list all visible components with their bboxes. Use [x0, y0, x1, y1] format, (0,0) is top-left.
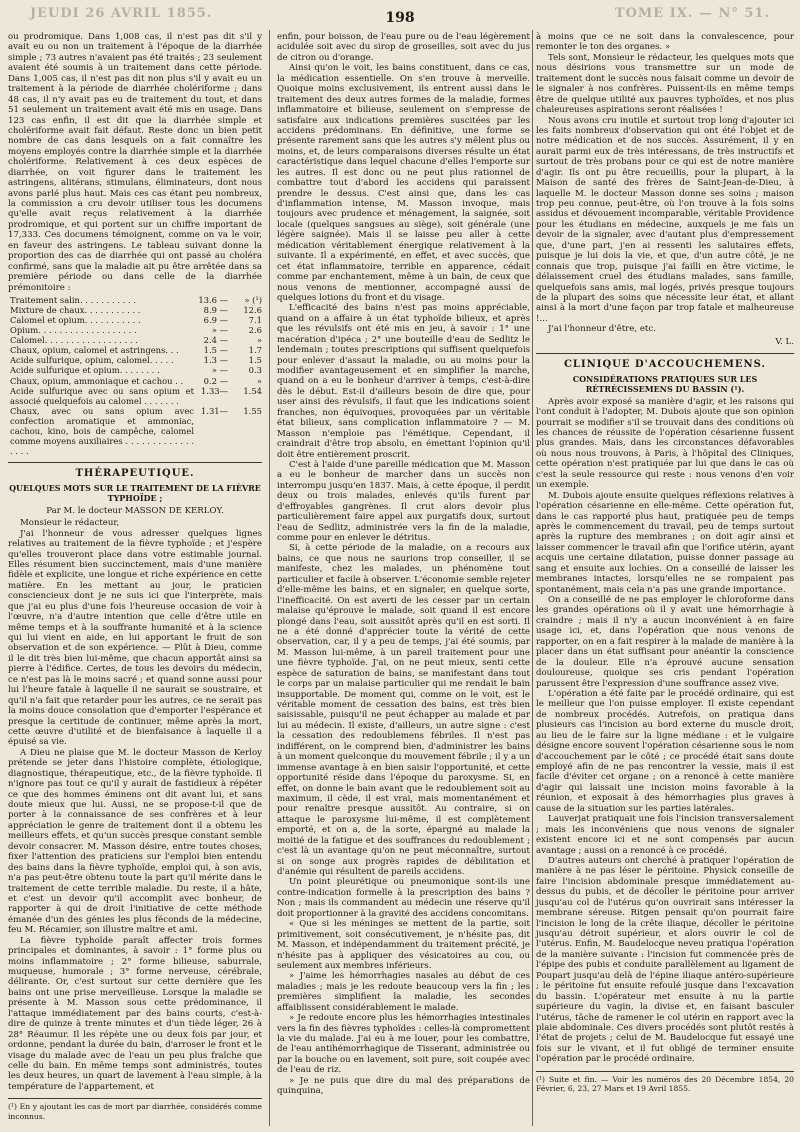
rate-cell-1: 1.3 — — [203, 355, 228, 366]
article-subhead: CONSIDÉRATIONS PRATIQUES SUR LES RÉTRÉCISSEMENS DU BASSIN (¹). — [572, 374, 758, 394]
treatment-name-cell: Acide sulfurique, opium, calomel. . . . . — [10, 355, 174, 366]
article-byline: Par M. le docteur MASSON DE KERLOY. — [46, 505, 224, 516]
paragraph: Un point pleurétique ou pneumonique sont-ils une contre-indication formelle à la prescription des bains ? Non ; mais ils commandent au médecin une réserve qu'il doit proportionner à la gravité des accidens concomitans. — [277, 877, 530, 919]
treatment-name-cell: Traitement salin. . . . . . . . . . . — [10, 294, 136, 305]
paragraph: Ainsi qu'on le voit, les bains constituent, dans ce cas, la médication essentielle. On s'en trouve à merveille. Quoique moins exclusivement, ils entrent aussi dans le traitement des deux autres formes de la maladie, formes inflammatoire et bilieuse, seulement on s'empresse de satisfaire aux indications premières suscitées par les accidens prédominans. En définitive, une forme se présente rarement sans que les autres s'y mêlent plus ou moins, et, de leurs comparaisons diverses résulte un état caractéristique dans lequel chacune d'elles l'emporte sur les autres. Il est donc ou ne peut plus rationnel de combattre tout d'abord les accidens qui paraissent prendre le dessus. C'est ainsi que, dans les cas d'inflammation intense, M. Masson invoque, mais toujours avec prudence et ménagement, la saignée, soit locale (quelques sangsues au siège), soit générale (une légère saignée). Mais il se laisse peu aller à cette médication véritablement énergique relativement à la suivante. Il a expérimenté, en effet, et avec succès, que cet état inflammatoire, terrible en apparence, cédait comme par enchantement, même à un bain, de ceux que nous venons de mentionner, accompagné aussi de quelques lotions du front et du visage. — [277, 63, 530, 303]
section-title-therapeutique: THÉRAPEUTIQUE. — [75, 468, 195, 480]
treatment-name-cell: Calomel. . . . . . . . . . . . . . . . . . — [10, 335, 138, 346]
rate-cell-2: 1.54 — [243, 385, 262, 396]
section-title-clinique: CLINIQUE D'ACCOUCHEMENS. — [563, 359, 767, 371]
bleed-through-date: JEUDI 26 AVRIL 1855. — [30, 6, 213, 21]
page-header — [0, 0, 800, 34]
rate-cell-1: 1.33— — [200, 385, 228, 396]
rate-cell-2: 0.3 — [248, 365, 262, 376]
treatment-name-cell: Opium. . . . . . . . . . . . . . . . . . . — [10, 325, 137, 336]
rate-cell-1: 13.6 — — [198, 294, 228, 305]
rate-cell-2: 1.55 — [243, 405, 262, 416]
divider — [8, 462, 262, 463]
rate-cell-2: 7.1 — [248, 315, 262, 326]
paragraph: Lauverjat pratiquait une fois l'incision transversalement ; mais les inconvéniens que nous venons de signaler existent encore ici et ne sont compensés par aucun avantage ; aussi on a renoncé à ce procédé. — [536, 814, 794, 856]
table-row — [8, 376, 262, 386]
quote-paragraph: « Que si les méninges se mettent de la partie, soit primitivement, soit consécutivement, je n'hésite pas, dit M. Masson, et indépendamment du traitement précité, je n'hésite pas à appliquer des vésicatoires au cou, ou seulement aux membres inférieurs. — [277, 919, 530, 971]
rate-cell-1: 1.31— — [200, 405, 228, 416]
table-row — [8, 335, 262, 345]
table-row — [8, 325, 262, 335]
treatment-name-cell: Acide sulfurique et opium. . . . . . . . — [10, 365, 160, 376]
paragraph: Si, à cette période de la maladie, on a recours aux bains, ce que nous ne saurions trop conseiller, il se manifeste, chez les malades, un phénomène tout particulier et facile à observer. L'économie semble rejeter d'elle-même les bains, et en signaler, en quelque sorte, l'inefficacité. On est averti de les cesser par un certain malaise qu'éprouve le malade, soit quand il est encore plongé dans l'eau, soit aussitôt après qu'il en est sorti. Il ne a été donné d'apprécier toute la vérité de cette observation, car, il y a peu de temps, j'ai été soumis, par M. Masson lui-même, à un pareil traitement pour une une fièvre typhoïde. J'ai, on ne peut mieux, senti cette espèce de saturation de bains, se manifestant dans tout le corps par un malaise particulier qui me rendait le bain insupportable. De moment qui, comme on le voit, est le véritable moment de cessation des bains, est très bien saisissable, puisqu'il ne peut échapper au malade et par lui au médecin. Il existe, d'ailleurs, un autre signe : c'est la cessation des redoublemens fébriles. Il n'est pas indifférent, on le comprend bien, d'administrer les bains à un moment quelconque du mouvement fébrile ; il y a un immense avantage à en bien saisir l'opportunité, et cette opportunité réside dans l'époque du paroxysme. Si, en effet, on donne le bain avant que le redoublement soit au maximum, il cède, il est vrai, mais momentanément et pour renaître presque aussitôt. Au contraire, si on attaque le paroxysme lui-même, il est complètement emporté, et on a, de la sorte, épargné au malade la moitié de la fatigue et des souffrances du redoublement ; c'est là un avantage qu'on ne peut méconnaître, surtout si on songe aux progrès rapides de débilitation et d'anémie qui résultent de pareils accidens. — [277, 543, 530, 877]
treatment-name-cell: Acide sulfurique avec ou sans opium et associé quelquefois au calomel . . . . . . . — [10, 385, 194, 406]
paragraph: La fièvre typhoïde paraît affecter trois formes principales et dominantes, à savoir : 1° forme plus ou moins inflammatoire ; 2° forme bilieuse, saburrale, muqueuse, humorale ; 3° forme nerveuse, cérébrale, délirante. Or, c'est surtout sur cette dernière que les bains ont une prise merveilleuse. Lorsque la maladie se présente à M. Masson sous cette prédominance, il l'attaque immédiatement par des bains courts, c'est-à-dire de quinze à trente minutes et d'un tiède léger, 26 à 28° Réaumur. Il les répète une ou deux fois par jour, et ordonne, pendant la durée du bain, d'arroser le front et le visage du malade avec de l'eau un peu plus fraîche que celle du bain. En même temps sont administrés, toutes les deux heures, un quart de lavement à l'eau simple, à la température de l'appartement, et — [8, 935, 262, 1092]
paragraph: enfin, pour boisson, de l'eau pure ou de l'eau légèrement acidulée soit avec du sirop de groseilles, soit avec du jus de citron ou d'orange. — [277, 32, 530, 63]
rate-cell-1: 2.4 — — [203, 335, 228, 346]
paragraph: L'opération a été faite par le procédé ordinaire, qui est le meilleur que l'on puisse employer. Il existe cependant de nombreux procédés. Autrefois, on pratiqua dans plusieurs cas l'incision au bord externe du muscle droit, au lieu de le faire sur la ligne médiane : et le vulgaire désigne encore souvent l'opération césarienne sous le nom d'accouchement par le côté ; ce procédé était sans doute employé afin de ne pas rencontrer la vessie, mais il est facile d'éviter cet organe ; on a renoncé à cette manière d'agir qui laissait une incision moins favorable à la réunion, et exposait à des hémorrhagies plus graves à cause de la situation sur les parties latérales. — [536, 688, 794, 814]
rate-cell-2: » — [256, 375, 262, 386]
rate-cell-1: 1.5 — — [203, 345, 228, 356]
paragraph: On a conseillé de ne pas employer le chloroforme dans les grandes opérations où il y avait une hémorrhagie à craindre ; mais il n'y a aucun inconvénient à en faire usage ici, et, dans l'opération que nous venons de rapporter, on en a fait respirer à la malade de manière à la placer dans un état suffisant pour anéantir la conscience de la douleur. Elle n'a éprouvé aucune sensation douloureuse, quoique ses cris pendant l'opération parussent être l'expression d'une souffrance assez vive. — [536, 595, 794, 689]
column-rule-2 — [532, 30, 533, 1126]
paragraph: à moins que ce ne soit dans la convalescence, pour remonter le ton des organes. » — [536, 32, 794, 53]
footnote: (¹) Suite et fin. — Voir les numéros des 20 Décembre 1854, 20 Février, 6, 23, 27 Mars et 19 Avril 1855. — [536, 1071, 794, 1094]
treatment-name-cell: Chaux, avec ou sans opium avec confection aromatique et ammoniac, cachou, kino, bois de campêche, calomel comme moyens auxiliaires . . . . . . . . . . . . . . . . . — [10, 405, 194, 457]
treatment-name-cell: Mixture de chaux. . . . . . . . . . . — [10, 305, 141, 316]
column-1 — [8, 32, 262, 1121]
paragraph: C'est à l'aide d'une pareille médication que M. Masson a eu le bonheur de marcher dans un succès non interrompu jusqu'en 1837. Mais, à cette époque, il perdit deux ou trois malades, enlevés qu'ils furent par d'effroyables gangrènes. Il crut alors devoir plus particulièrement faire appel aux purgatifs doux, surtout l'eau de Sedlitz, administrée vers la fin de la maladie, comme pour en enlever le détritus. — [277, 459, 530, 543]
rate-cell-1: » — — [211, 325, 228, 336]
paragraph: L'efficacité des bains n'est pas moins appréciable, quand on a affaire à un état typhoïde bilieux, et après que les révulsifs ont été mis en jeu, à savoir : 1° une macération d'ipéca ; 2° une bouteille d'eau de Sedlitz le lendemain ; toutes prescriptions qui suffisent quelquefois pour enlever d'assaut la maladie, ou au moins pour la modifier avantageusement et en simplifier la marche, quand on a eu le bonheur d'arriver à temps, c'est-à-dire dès le début. Est-il d'ailleurs besoin de dire que, pour user ainsi des révulsifs, il faut que les indications soient franches, non équivoques, provoquées par un véritable état bilieux, sans complication inflammatoire ? — M. Masson n'emploie pas l'émétique. Cependant, il craindrait d'être trop absolu, en émettant l'opinion qu'il doit être entièrement proscrit. — [277, 303, 530, 460]
treatment-table — [8, 295, 262, 456]
article-subhead: QUELQUES MOTS SUR LE TRAITEMENT DE LA FIÈVRE TYPHOÏDE ; — [9, 483, 261, 504]
rate-cell-2: » — [256, 335, 262, 346]
divider — [536, 353, 794, 354]
quote-paragraph: » Je ne puis que dire du mal des préparations de quinquina, — [277, 1075, 530, 1097]
rate-cell-2: 12.6 — [243, 305, 262, 316]
paragraph: A Dieu ne plaise que M. le docteur Masson de Kerloy prétende se jeter dans l'histoire complète, étiologique, diagnostique, thérapeutique, etc., de la fièvre typhoïde. Il n'ignore pas tout ce qu'il y aurait de fastidieux à répéter ce que des hommes éminens ont dit avant lui, et sans doute mieux que lui. Aussi, ne se propose-t-il que de porter à la connaissance de ses confrères et à leur appréciation le genre de traitement dont il a obtenu les meilleurs effets, et qu'un succès presque constant semble devoir consacrer. M. Masson désire, entre toutes choses, fixer l'attention des praticiens sur l'emploi bien entendu des bains dans la fièvre typhoïde, emploi qui, à son avis, n'a pas peut-être obtenu toute la part qu'il mérite dans le traitement de cette terrible maladie. Du reste, il a hâte, et c'est un devoir qu'il accomplit avec bonheur, de rapporter à qui de droit l'initiative de cette méthode émanée d'un des génies les plus féconds de la médecine, feu M. Récamier, son illustre maître et ami. — [8, 747, 262, 936]
column-2 — [277, 32, 530, 1097]
table-row — [8, 355, 262, 365]
paragraph: J'ai l'honneur de vous adresser quelques lignes relatives au traitement de la fièvre typhoïde ; et j'espère qu'elles trouveront place dans votre estimable journal. Elles résument bien succinctement, mais d'une manière fidèle et explicite, une longue et riche expérience en cette matière. En les mettant au jour, le praticien consciencieux dont je ne suis ici que l'interprète, mais que j'ai eu plus d'une fois l'heureuse occasion de voir à l'œuvre, n'a d'autre intention que celle d'être utile en même temps et à la souffrante humanité et à la science qui lui vient en aide, en lui apportant le fruit de son observation et de son expérience. — Plût à Dieu, comme il le dit très bien lui-même, que chacun apportât ainsi sa pierre à l'édifice. Certes, de tous les devoirs du médecin, ce n'est pas là le moins sacré ; et quand sonne aussi pour lui l'heure fatale à laquelle il ne saurait se soustraire, et qu'il n'a fait que retarder pour les autres, ce ne serait pas la moins douce consolation que d'emporter l'espérance et presque la certitude de continuer, même après la mort, cette œuvre d'utilité et de bienfaisance à laquelle il a épuisé sa vie. — [8, 528, 263, 748]
treatment-name-cell: Chaux, opium, ammoniaque et cachou . . — [10, 375, 184, 386]
quote-paragraph: » J'aime les hémorrhagies nasales au début de ces maladies ; mais je les redoute beaucoup vers la fin ; les premières simplifient la maladie, les secondes affaiblissent considérablement le malade. — [277, 971, 530, 1013]
salutation: Monsieur le rédacteur, — [20, 518, 120, 529]
quote-paragraph: » Je redoute encore plus les hémorrhagies intestinales vers la fin des fièvres typhoïdes : celles-là compromettent la vie du malade. J'ai eu à me louer, pour les combattre, de l'eau antihémorrhagique de Tisserant, administrée ou par la bouche ou en lavement, soit pure, soit coupée avec de l'eau de riz. — [277, 1013, 530, 1076]
bleed-through-volume: TOME IX. — N° 51. — [614, 6, 770, 21]
rate-cell-2: 2.6 — [248, 325, 262, 336]
table-row — [8, 295, 262, 305]
table-row — [8, 305, 262, 315]
rate-cell-2: 1.7 — [248, 345, 262, 356]
rate-cell-1: 0.2 — — [203, 375, 228, 386]
page-number: 198 — [385, 10, 415, 26]
paragraph: D'autres auteurs ont cherché à pratiquer l'opération de manière à ne pas léser le péritoine. Physick conseille de faire l'incision abdominale presque immédiatement au-dessus du pubis, et de décoller le péritoine pour arriver jusqu'au col de l'utérus qu'on ouvrirait sans intéresser la membrane séreuse. Ritgen pensait qu'on pourrait faire l'incision le long de la crête iliaque, décoller le péritoine jusqu'au détroit supérieur, et alors ouvrir le col de l'utérus. Enfin, M. Baudelocque neveu pratiqua l'opération de la manière suivante : l'incision fut commencée près de l'épipe des pubis et conduite parallèlement au ligament de Poupart jusqu'au delà de l'épine iliaque antéro-supérieure ; le péritoine fut ensuite refoulé jusque dans l'excavation du bassin. L'opérateur met ensuite à nu la partie supérieure du vagin, la divise et, en faisant basculer l'utérus, tâche de ramener le col utérin en rapport avec la plaie abdominale. Ces divers procédés sont plutôt restés à l'état de projets ; celui de M. Baudelocque fut essayé une fois sur le vivant, et il fut obligé de terminer ensuite l'opération par le procédé ordinaire. — [536, 855, 794, 1065]
treatment-name-cell: Chaux, opium, calomel et astringens. . . — [10, 345, 179, 356]
rate-cell-2: » (¹) — [244, 294, 262, 305]
table-row — [8, 315, 262, 325]
rate-cell-2: 1.5 — [248, 355, 262, 366]
paragraph: Nous avons cru inutile et surtout trop long d'ajouter ici les faits nombreux d'observation qui ont été l'objet et de notre médication et de nos succès. Assurément, il y en aurait parmi eux de très intéressans, de très instructifs et surtout de très probans pour ce qui est de notre manière d'agir. Ils ont pu être recueillis, pour la plupart, à la Maison de santé des frères de Saint-Jean-de-Dieu, à laquelle M. le docteur Masson donne ses soins ; maison trop peu connue, peut-être, où l'on trouve à la fois soins assidus et dévouement incomparable, véritable Providence pour les étudians en médecine, auxquels je me fais un devoir de la signaler, avec d'autant plus d'empressement que, d'une part, j'en ai ressenti les salutaires effets, puisque je lui dois la vie, et que, d'un autre côté, je ne connais que trop, puisque j'ai failli en être victime, le délaissement cruel des étudians malades, sans famille, quelquefois sans amis, mal logés, privés presque toujours de la plupart des soins que nécessite leur état, et allant ainsi à la mort d'une façon par trop fatale et malheureuse !... — [536, 115, 794, 324]
paragraph: Après avoir exposé sa manière d'agir, et les raisons qui l'ont conduit à l'adopter, M. Dubois ajoute que son opinion pourrait se modifier s'il se trouvait dans des conditions où les chances de réussite de l'opération césarienne fussent plus grandes. Mais, dans les circonstances défavorables où nous nous trouvons, à Paris, à l'hôpital des Cliniques, cette opération n'est pratiquée par lui que dans le cas où c'est la seule ressource qui reste : nous venons d'en voir un exemple. — [536, 396, 794, 491]
paragraph: M. Dubois ajoute ensuite quelques réflexions relatives à l'opération césarienne en elle-même. Cette opération fut, dans le cas rapporté plus haut, pratiquée peu de temps après le commencement du travail, peu de temps surtout après la rupture des membranes ; on doit agir ainsi et laisser commencer le travail afin que l'orifice utérin, ayant acquis une certaine dilatation, puisse donner passage au sang et ensuite aux lochies. On a conseillé de laisser les membranes intactes, lorsqu'elles ne se rompaient pas spontanément, mais cela n'a pas une grande importance. — [536, 490, 794, 595]
rate-cell-1: » — — [211, 365, 228, 376]
table-row — [8, 406, 262, 456]
column-3 — [536, 32, 794, 1094]
column-rule-1 — [269, 30, 270, 1126]
rate-cell-1: 8.9 — — [203, 305, 228, 316]
table-row — [8, 386, 262, 406]
paragraph: Tels sont, Monsieur le rédacteur, les quelques mots que nous désirions vous transmettre sur un mode de traitement dont le succès nous faisait comme un devoir de le signaler à nos confrères. Puissent-ils en même temps être de quelque utilité aux pauvres typhoïdes, et nos plus chaleureuses aspirations seront réalisées ! — [536, 52, 794, 116]
table-row — [8, 345, 262, 355]
treatment-name-cell: Calomel et opium. . . . . . . . . . . — [10, 315, 141, 326]
paragraph: ou prodromique. Dans 1,008 cas, il n'est pas dit s'il y avait eu ou non un traitement à l'époque de la diarrhée simple ; 73 autres n'avaient pas été traités ; 23 seulement avaient été soumis à un traitement dans cette période. Dans 1,005 cas, il n'est pas dit non plus s'il y avait eu un traitement à la période de diarrhée cholériforme ; dans 48 cas, il n'y avait pas eu de traitement du tout, et dans 51 seulement un traitement avait été mis en usage. Dans 123 cas enfin, il est dit que la diarrhée simple et cholériforme avait fait défaut. Reste donc un bien petit nombre de cas dans lesquels on a fait connaître les moyens employés contre la diarrhée simple et la diarrhée cholériforme. Relativement à ces deux espèces de diarrhée, on voit figurer dans le traitement les astringens, alitérans, stimulans, éliminateurs, dont nous avons parlé plus haut. Mais ces cas étant peu nombreux, la commission a cru devoir utiliser tous les documens qu'elle avait reçus relativement à la diarrhée prodromique, et qui portent sur un chiffre important de 17,333. Ces documens témoignent, comme on va le voir, en faveur des astringens. Le tableau suivant donne la proportion des cas de diarrhée qui ont passé au choléra confirmé, sans que la maladie ait pu être arrêtée dans sa première période ou dans celle de la diarrhée prémonitoire : — [8, 32, 262, 293]
footnote: (¹) En y ajoutant les cas de mort par diarrhée, considérés comme inconnus. — [8, 1098, 262, 1121]
signature: V. L. — [775, 336, 794, 347]
rate-cell-1: 6.9 — — [203, 315, 228, 326]
closing: J'ai l'honneur d'être, etc. — [548, 324, 656, 335]
table-row — [8, 365, 262, 375]
